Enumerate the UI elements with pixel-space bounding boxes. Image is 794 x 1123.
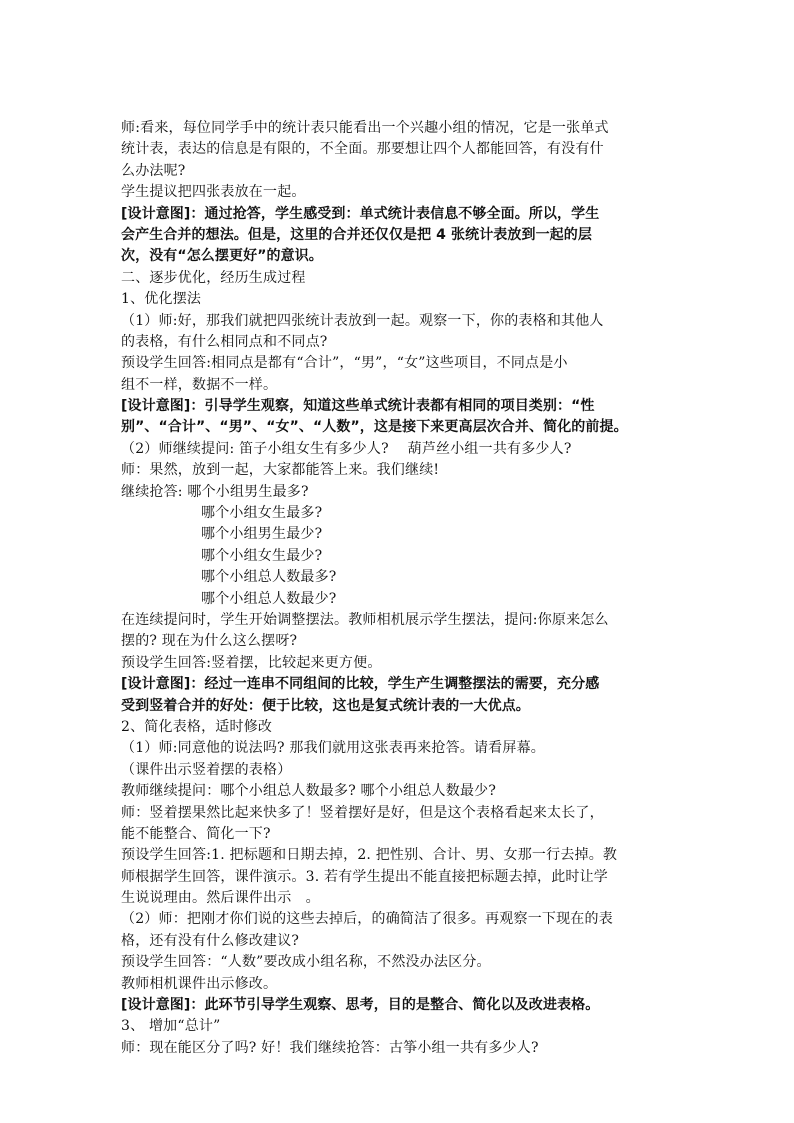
text-line: 能不能整合、简化一下? xyxy=(121,825,271,842)
text-line: （1）师:同意他的说法吗? 那我们就用这张表再来抢答。请看屏幕。 xyxy=(121,740,545,757)
text-line: 师：现在能区分了吗? 好！我们继续抢答：古筝小组一共有多少人? xyxy=(121,1039,539,1056)
text-line: 教师继续提问：哪个小组总人数最多? 哪个小组总人数最少? xyxy=(121,783,497,800)
text-line: 1、优化摆法 xyxy=(121,291,202,308)
text-line: 生说说理由。然后课件出示 。 xyxy=(121,890,320,907)
text-line: 组不一样，数据不一样。 xyxy=(121,376,278,393)
text-line: 继续抢答: 哪个小组男生最多? xyxy=(121,483,309,500)
text-line: 教师相机课件出示修改。 xyxy=(121,975,278,992)
text-line: 师：竖着摆果然比起来快多了！竖着摆好是好，但是这个表格看起来太长了， xyxy=(121,804,604,821)
text-line: （1）师:好，那我们就把四张统计表放到一起。观察一下，你的表格和其他人 xyxy=(121,312,604,329)
text-line: 师根据学生回答，课件演示。3. 若有学生提出不能直接把标题去掉，此时让学 xyxy=(121,868,609,885)
text-line: （2）师继续提问: 笛子小组女生有多少人? 葫芦丝小组一共有多少人? xyxy=(121,440,572,457)
text-line: 么办法呢? xyxy=(121,162,186,179)
text-line: 在连续提问时，学生开始调整摆法。教师相机展示学生摆法，提问:你原来怎么 xyxy=(121,611,609,628)
text-line: 哪个小组总人数最少? xyxy=(201,590,337,607)
design-intent-line: 受到竖着合并的好处：便于比较，这也是复式统计表的一大优点。 xyxy=(121,697,530,714)
document-body xyxy=(121,118,683,1059)
text-line: 2、简化表格，适时修改 xyxy=(121,718,273,735)
design-intent-line: [设计意图]：经过一连串不同组间的比较，学生产生调整摆法的需要，充分感 xyxy=(121,676,600,693)
text-line: 预设学生回答：“人数”要改成小组名称，不然没办法区分。 xyxy=(121,954,491,971)
text-line: 学生提议把四张表放在一起。 xyxy=(121,184,306,201)
text-line: 哪个小组女生最少? xyxy=(201,547,323,564)
design-intent-line: 别”、“合计”、“男”、“女”、“人数”，这是接下来更高层次合并、简化的前提。 xyxy=(121,419,628,436)
text-line: （课件出示竖着摆的表格） xyxy=(121,761,292,778)
text-line: （2）师：把刚才你们说的这些去掉后，的确简洁了很多。再观察一下现在的表 xyxy=(121,911,613,928)
text-line: 哪个小组总人数最多? xyxy=(201,569,337,586)
text-line: 师：果然，放到一起，大家都能答上来。我们继续! xyxy=(121,462,440,479)
text-line: 预设学生回答:相同点是都有“合计”，“男”，“女”这些项目，不同点是小 xyxy=(121,355,568,372)
text-line: 师:看来，每位同学手中的统计表只能看出一个兴趣小组的情况，它是一张单式 xyxy=(121,120,609,136)
text-line: 统计表，表达的信息是有限的，不全面。那要想让四个人都能回答，有没有什 xyxy=(121,141,604,158)
design-intent-line: [设计意图]：引导学生观察，知道这些单式统计表都有相同的项目类别：“性 xyxy=(121,398,595,415)
text-line: 格，还有没有什么修改建议? xyxy=(121,932,300,949)
text-line: 3、 增加“总计” xyxy=(121,1018,221,1035)
text-line: 预设学生回答:1. 把标题和日期去掉，2. 把性别、合计、男、女那一行去掉。教 xyxy=(121,847,618,864)
text-line: 二、逐步优化，经历生成过程 xyxy=(121,269,306,286)
design-intent-line: [设计意图]：此环节引导学生观察、思考，目的是整合、简化以及改进表格。 xyxy=(121,997,600,1014)
text-line: 哪个小组男生最少? xyxy=(201,526,323,543)
design-intent-line: [设计意图]：通过抢答，学生感受到：单式统计表信息不够全面。所以，学生 xyxy=(121,205,600,222)
text-line: 摆的? 现在为什么这么摆呀? xyxy=(121,633,298,650)
text-line: 哪个小组女生最多? xyxy=(201,505,323,522)
design-intent-line: 会产生合并的想法。但是，这里的合并还仅仅是把 4 张统计表放到一起的层 xyxy=(121,226,592,243)
text-line: 预设学生回答:竖着摆，比较起来更方便。 xyxy=(121,654,382,671)
design-intent-line: 次，没有“怎么摆更好”的意识。 xyxy=(121,248,323,265)
text-line: 的表格，有什么相同点和不同点? xyxy=(121,333,328,350)
